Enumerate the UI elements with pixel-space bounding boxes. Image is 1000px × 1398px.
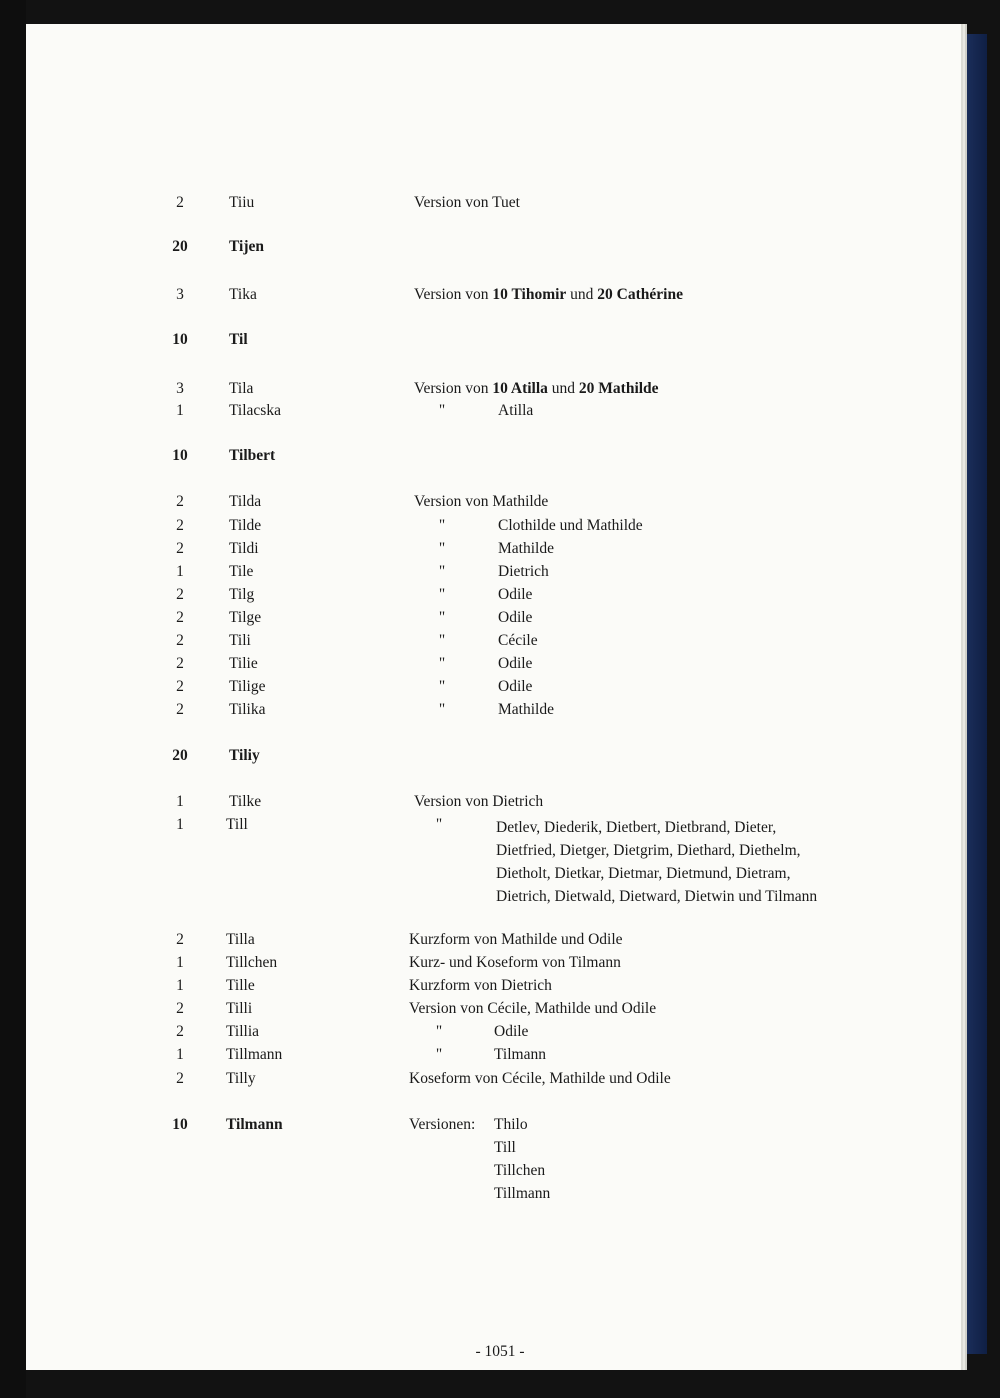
- entry-count: 1: [176, 977, 184, 994]
- list-item: [0, 445, 960, 467]
- list-item: [0, 699, 960, 721]
- entry-description: Kurzform von Dietrich: [409, 977, 552, 994]
- list-item: [0, 975, 960, 997]
- entry-name: Tiiu: [229, 194, 255, 211]
- entry-description: Tilmann: [494, 1046, 546, 1063]
- entry-name: Tilmann: [226, 1116, 283, 1133]
- entry-count: 10: [172, 1116, 188, 1133]
- entry-name: Tilg: [229, 586, 255, 603]
- ditto-mark: ": [438, 632, 446, 649]
- entry-name: Tilke: [229, 793, 262, 810]
- entry-count: 2: [176, 931, 184, 948]
- ditto-mark: ": [435, 1023, 443, 1040]
- entry-name: Tili: [229, 632, 251, 649]
- till-variant-line: Dietholt, Dietkar, Dietmar, Dietmund, Dietram,: [496, 865, 791, 882]
- entry-name: Tille: [226, 977, 255, 994]
- entry-count: 1: [176, 793, 184, 810]
- entry-count: 2: [176, 586, 184, 603]
- entry-count: 2: [176, 194, 184, 211]
- entry-name: Tillia: [226, 1023, 260, 1040]
- till-variants: [496, 816, 856, 908]
- list-item: [0, 584, 960, 606]
- entry-count: 20: [172, 747, 188, 764]
- entry-count: 1: [176, 402, 184, 419]
- tilmann-version: Till: [494, 1139, 516, 1156]
- entry-description: Version von Dietrich: [414, 793, 544, 810]
- ditto-mark: ": [438, 655, 446, 672]
- list-item: [0, 236, 960, 258]
- till-variant-line: Detlev, Diederik, Dietbert, Dietbrand, Dieter,: [496, 819, 777, 836]
- ditto-mark: ": [438, 609, 446, 626]
- entry-count: 2: [176, 609, 184, 626]
- entry-name: Tilie: [229, 655, 258, 672]
- entry-count: 2: [176, 540, 184, 557]
- list-item: [0, 561, 960, 583]
- entry-description: Versionen:: [409, 1116, 476, 1133]
- entry-name: Tilly: [226, 1070, 256, 1087]
- entry-count: 2: [176, 678, 184, 695]
- list-item: [0, 929, 960, 951]
- ditto-mark: ": [435, 1046, 443, 1063]
- entry-description: Odile: [498, 655, 533, 672]
- tilmann-version: Tillchen: [494, 1162, 546, 1179]
- ditto-mark: ": [438, 517, 446, 534]
- list-item: [0, 1021, 960, 1043]
- tilmann-version-row: [0, 1183, 960, 1205]
- entry-description: Version von 10 Atilla und 20 Mathilde: [414, 380, 659, 397]
- entry-count: 2: [176, 1000, 184, 1017]
- entry-count: 2: [176, 1023, 184, 1040]
- entry-description: Mathilde: [498, 540, 554, 557]
- entry-description: Version von Tuet: [414, 194, 520, 211]
- entry-description: Odile: [498, 678, 533, 695]
- list-item: [0, 538, 960, 560]
- entry-name: Til: [229, 331, 248, 348]
- ditto-mark: ": [438, 540, 446, 557]
- entry-description: Kurz- und Koseform von Tilmann: [409, 954, 621, 971]
- ditto-mark: ": [438, 586, 446, 603]
- list-item: [0, 192, 960, 214]
- list-item: [0, 378, 960, 400]
- list-item: [0, 284, 960, 306]
- list-item: [0, 607, 960, 629]
- entry-description: Dietrich: [498, 563, 549, 580]
- ditto-mark: ": [438, 701, 446, 718]
- page-number: - 1051 -: [475, 1343, 525, 1360]
- entry-count: 1: [176, 954, 184, 971]
- entry-name: Tilge: [229, 609, 262, 626]
- entry-count: 1: [176, 563, 184, 580]
- entry-description: Odile: [494, 1023, 529, 1040]
- entry-name: Tila: [229, 380, 254, 397]
- list-item: [0, 952, 960, 974]
- entry-name: Tika: [229, 286, 257, 303]
- entry-description: Odile: [498, 609, 533, 626]
- entry-name: Tijen: [229, 238, 265, 255]
- list-item: [0, 676, 960, 698]
- list-item: [0, 745, 960, 767]
- entry-name: Till: [226, 816, 248, 833]
- entry-name: Tilde: [229, 517, 262, 534]
- ditto-mark: ": [438, 402, 446, 419]
- entry-count: 10: [172, 331, 188, 348]
- entry-name: Tilige: [229, 678, 266, 695]
- entry-count: 2: [176, 655, 184, 672]
- entry-description: Mathilde: [498, 701, 554, 718]
- tilmann-version-row: [0, 1160, 960, 1182]
- entry-description: Koseform von Cécile, Mathilde und Odile: [409, 1070, 671, 1087]
- entry-description: Version von 10 Tihomir und 20 Cathérine: [414, 286, 683, 303]
- entry-count: 2: [176, 1070, 184, 1087]
- tilmann-version: Tillmann: [494, 1185, 551, 1202]
- entry-count: 3: [176, 380, 184, 397]
- list-item: [0, 515, 960, 537]
- entry-name: Tilika: [229, 701, 266, 718]
- list-item: [0, 1068, 960, 1090]
- entry-count: 1: [176, 816, 184, 833]
- list-item: [0, 400, 960, 422]
- entry-description: Cécile: [498, 632, 538, 649]
- entry-count: 20: [172, 238, 188, 255]
- entry-name: Tillmann: [226, 1046, 283, 1063]
- entry-name: Tile: [229, 563, 254, 580]
- list-item: [0, 653, 960, 675]
- list-item: [0, 1044, 960, 1066]
- entry-name: Tillchen: [226, 954, 278, 971]
- list-item: [0, 329, 960, 351]
- entry-name: Tilda: [229, 493, 262, 510]
- ditto-mark: ": [438, 678, 446, 695]
- entry-count: 2: [176, 493, 184, 510]
- till-variant-line: Dietfried, Dietger, Dietgrim, Diethard, Diethelm,: [496, 842, 801, 859]
- entry-count: 2: [176, 701, 184, 718]
- entry-name: Tildi: [229, 540, 259, 557]
- entry-name: Tiliy: [229, 747, 260, 764]
- entry-count: 10: [172, 447, 188, 464]
- entry-name: Tilli: [226, 1000, 253, 1017]
- list-item: [0, 998, 960, 1020]
- ditto-mark: ": [438, 563, 446, 580]
- tilmann-version-row: [0, 1137, 960, 1159]
- list-item: [0, 791, 960, 813]
- list-item: [0, 630, 960, 652]
- entry-description: Odile: [498, 586, 533, 603]
- entry-description: Clothilde und Mathilde: [498, 517, 643, 534]
- list-item: [0, 491, 960, 513]
- tilmann-version: Thilo: [494, 1116, 528, 1133]
- entry-count: 2: [176, 632, 184, 649]
- entry-description: Atilla: [498, 402, 534, 419]
- ditto-mark: ": [435, 816, 443, 833]
- entry-count: 1: [176, 1046, 184, 1063]
- entry-name: Tilbert: [229, 447, 276, 464]
- entry-name: Tilacska: [229, 402, 281, 419]
- list-item: [0, 1114, 960, 1136]
- entry-description: Kurzform von Mathilde und Odile: [409, 931, 623, 948]
- till-variant-line: Dietrich, Dietwald, Dietward, Dietwin und Tilmann: [496, 888, 818, 905]
- entry-description: Version von Mathilde: [414, 493, 549, 510]
- entry-name: Tilla: [226, 931, 255, 948]
- entry-description: Version von Cécile, Mathilde und Odile: [409, 1000, 657, 1017]
- entry-count: 2: [176, 517, 184, 534]
- entry-count: 3: [176, 286, 184, 303]
